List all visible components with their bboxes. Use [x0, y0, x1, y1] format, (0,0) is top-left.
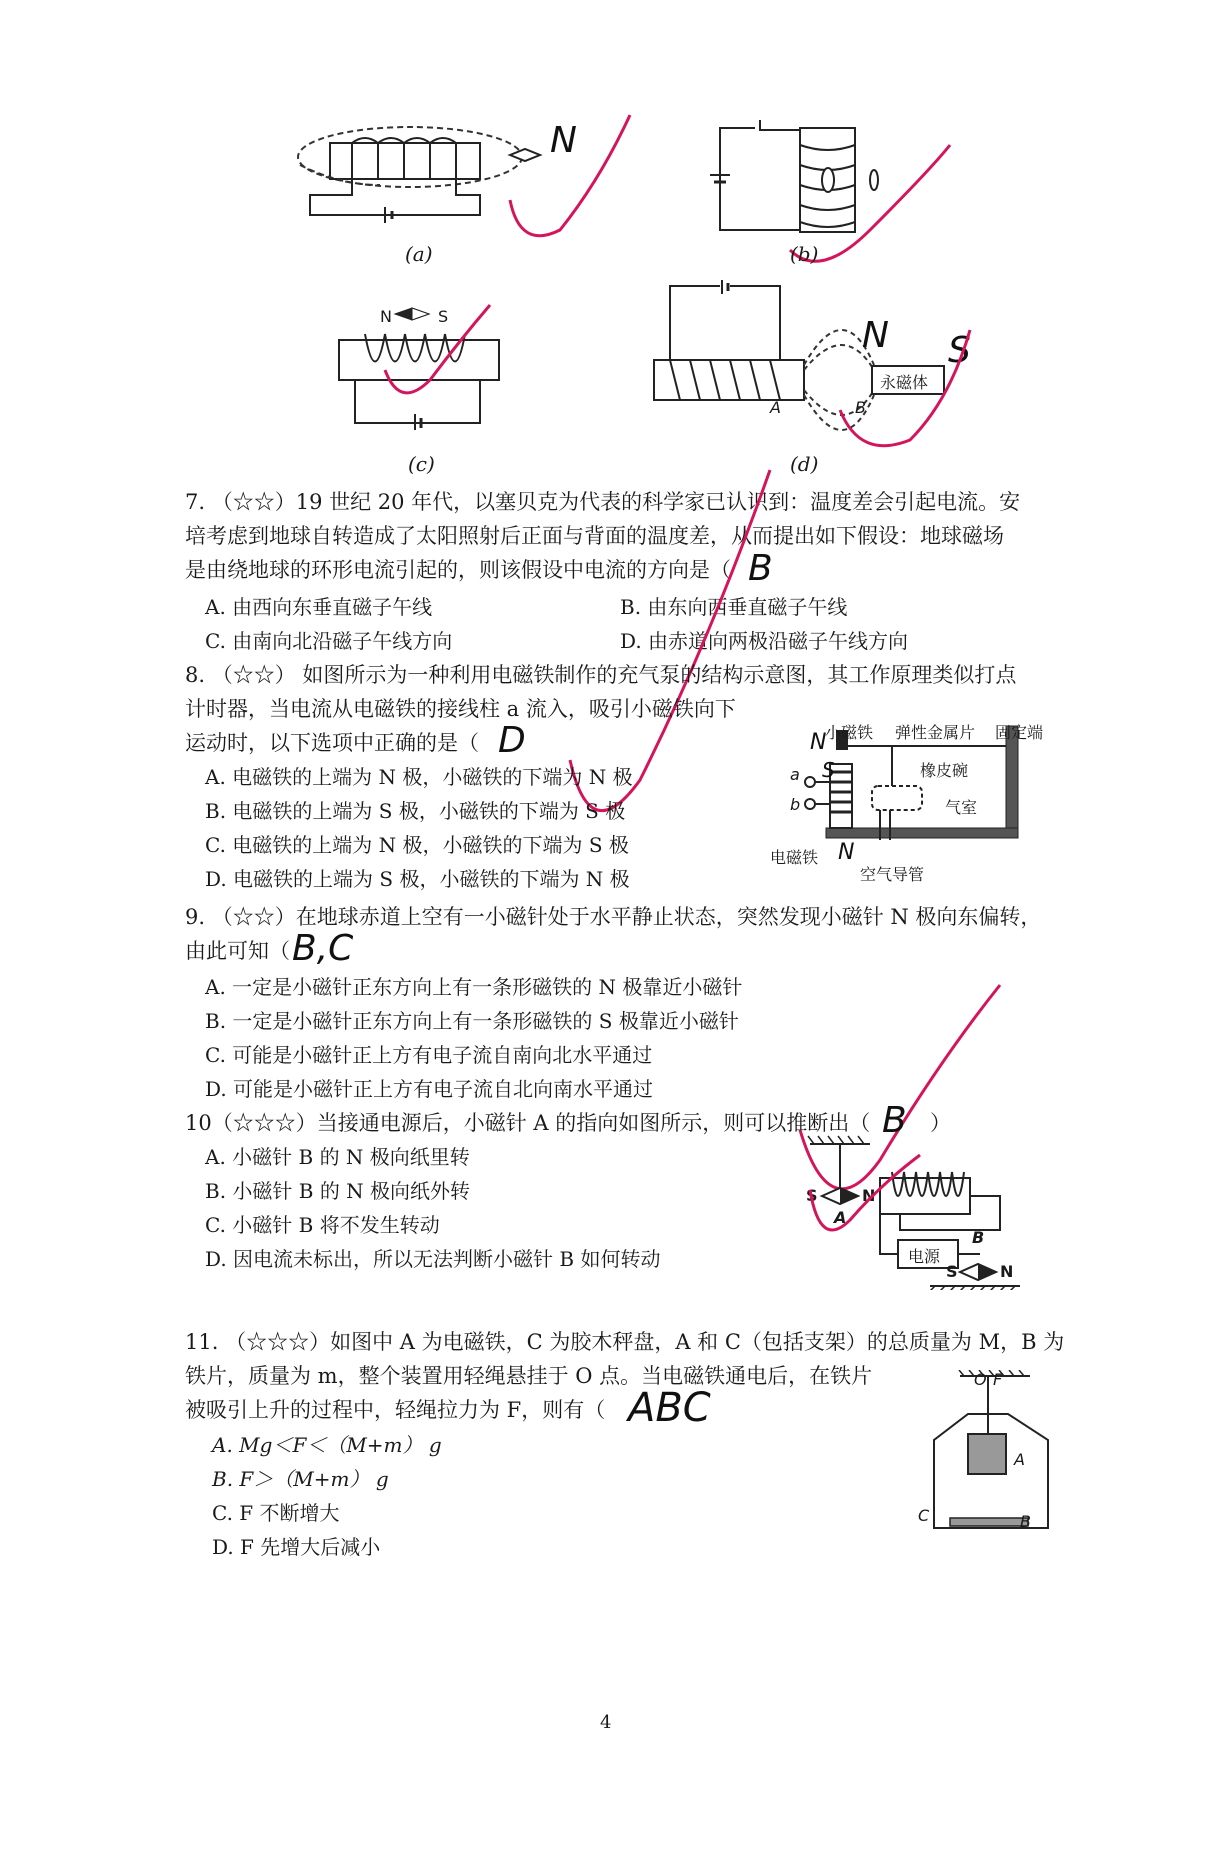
q8-label-air-chamber: 气室	[945, 798, 978, 817]
q11-label-f: F	[993, 1370, 1003, 1389]
q8-label-elastic-sheet: 弹性金属片	[895, 723, 976, 742]
q8-option-c: C. 电磁铁的上端为 N 极，小磁铁的下端为 S 极	[205, 833, 629, 857]
q11-figure	[920, 1370, 1070, 1540]
q10-label-power: 电源	[908, 1247, 941, 1266]
q10-option-a: A. 小磁针 B 的 N 极向纸里转	[205, 1145, 470, 1169]
q11-label-b: B	[1020, 1512, 1031, 1531]
q8-option-a: A. 电磁铁的上端为 N 极，小磁铁的下端为 N 极	[205, 765, 633, 789]
q8-hw-s: S	[822, 758, 835, 782]
q11-option-d: D. F 先增大后减小	[212, 1535, 381, 1559]
q9-option-c: C. 可能是小磁针正上方有电子流自南向北水平通过	[205, 1043, 653, 1067]
caption-c: (c)	[408, 452, 435, 476]
q9-option-d: D. 可能是小磁针正上方有电子流自北向南水平通过	[205, 1077, 654, 1101]
q8-line1: 8. （☆☆） 如图所示为一种利用电磁铁制作的充气泵的结构示意图，其工作原理类似打点	[185, 663, 1017, 687]
q9-option-a: A. 一定是小磁针正东方向上有一条形磁铁的 N 极靠近小磁针	[205, 975, 743, 999]
page-number: 4	[600, 1712, 612, 1733]
caption-b: (b)	[790, 242, 819, 266]
q10-answer: B	[882, 1100, 907, 1141]
q11-option-a: A. Mg＜F＜（M+m） g	[212, 1433, 442, 1457]
q10-close: ）	[930, 1111, 951, 1135]
q8-label-a: a	[790, 765, 800, 784]
q9-option-b: B. 一定是小磁针正东方向上有一条形磁铁的 S 极靠近小磁针	[205, 1009, 739, 1033]
q10-option-c: C. 小磁针 B 将不发生转动	[205, 1213, 440, 1237]
q11-label-a: A	[1014, 1450, 1025, 1469]
q7-option-c: C. 由南向北沿磁子午线方向	[205, 629, 453, 653]
q8-label-rubber-bowl: 橡皮碗	[920, 761, 969, 780]
q9-answer: B,C	[292, 928, 354, 969]
q7-answer: B	[748, 548, 773, 589]
q11-answer: ABC	[628, 1385, 711, 1431]
check-mark-c	[380, 300, 500, 410]
q11-option-b: B. F＞（M+m） g	[212, 1467, 389, 1491]
q10-label-s2: S	[946, 1262, 958, 1281]
q8-option-b: B. 电磁铁的上端为 S 极，小磁铁的下端为 S 极	[205, 799, 626, 823]
check-mark-d	[820, 320, 980, 470]
q7-line3: 是由绕地球的环形电流引起的，则该假设中电流的方向是（	[185, 558, 731, 582]
q11-line1: 11. （☆☆☆）如图中 A 为电磁铁，C 为胶木秤盘，A 和 C（包括支架）的总质量为 M，B 为	[185, 1330, 1065, 1354]
handwritten-d-n: N	[862, 315, 889, 356]
q10-option-d: D. 因电流未标出，所以无法判断小磁针 B 如何转动	[205, 1247, 661, 1271]
q8-label-electromagnet: 电磁铁	[770, 848, 819, 867]
q9-line1: 9. （☆☆）在地球赤道上空有一小磁针处于水平静止状态，突然发现小磁针 N 极向东偏转，	[185, 905, 1042, 929]
q8-hw-n-bottom: N	[838, 840, 855, 865]
q8-answer: D	[498, 720, 526, 761]
q10-label-b: B	[972, 1228, 985, 1247]
q11-label-c: C	[918, 1506, 930, 1525]
d-point-b: B	[855, 398, 866, 417]
q11-label-o: O	[974, 1370, 987, 1389]
handwritten-a-mark: N	[550, 120, 577, 161]
handwritten-d-s: S	[948, 330, 971, 371]
q11-line2: 铁片，质量为 m，整个装置用轻绳悬挂于 O 点。当电磁铁通电后，在铁片	[185, 1364, 873, 1388]
check-mark-a	[500, 110, 640, 270]
q11-option-c: C. F 不断增大	[212, 1501, 340, 1525]
q8-line2: 计时器，当电流从电磁铁的接线柱 a 流入，吸引小磁铁向下	[185, 697, 736, 721]
q10-label-a: A	[834, 1208, 847, 1227]
q7-option-b: B. 由东向西垂直磁子午线	[620, 595, 848, 619]
q7-line1: 7. （☆☆）19 世纪 20 年代，以塞贝克为代表的科学家已认识到：温度差会引起电流。安	[185, 490, 1021, 514]
d-permanent-magnet-label: 永磁体	[880, 373, 929, 392]
q10-line1: 10（☆☆☆）当接通电源后，小磁针 A 的指向如图所示，则可以推断出（	[185, 1111, 871, 1135]
d-point-a: A	[770, 398, 781, 417]
caption-d: (d)	[790, 452, 819, 476]
q8-line3: 运动时，以下选项中正确的是（	[185, 731, 479, 755]
q8-label-fixed-end: 固定端	[995, 723, 1044, 742]
q8-label-air-tube: 空气导管	[860, 865, 925, 884]
check-mark-q10	[800, 1150, 930, 1250]
q11-line3: 被吸引上升的过程中，轻绳拉力为 F，则有（	[185, 1398, 606, 1422]
q7-option-d: D. 由赤道向两极沿磁子午线方向	[620, 629, 909, 653]
c-south-label: S	[438, 307, 449, 326]
caption-a: (a)	[405, 242, 433, 266]
q10-label-n2: N	[1000, 1262, 1014, 1281]
q10-option-b: B. 小磁针 B 的 N 极向纸外转	[205, 1179, 471, 1203]
c-north-label: N	[380, 307, 392, 326]
q7-line2: 培考虑到地球自转造成了太阳照射后正面与背面的温度差，从而提出如下假设：地球磁场	[185, 524, 1004, 548]
q7-option-a: A. 由西向东垂直磁子午线	[205, 595, 433, 619]
q8-option-d: D. 电磁铁的上端为 S 极，小磁铁的下端为 N 极	[205, 867, 630, 891]
q8-label-b: b	[790, 795, 801, 814]
q10-label-n: N	[862, 1186, 876, 1205]
q8-label-small-magnet: 小磁铁	[825, 723, 874, 742]
q10-label-s: S	[806, 1186, 818, 1205]
q8-hw-n-top: N	[810, 730, 827, 755]
q9-line2: 由此可知（	[185, 939, 290, 963]
